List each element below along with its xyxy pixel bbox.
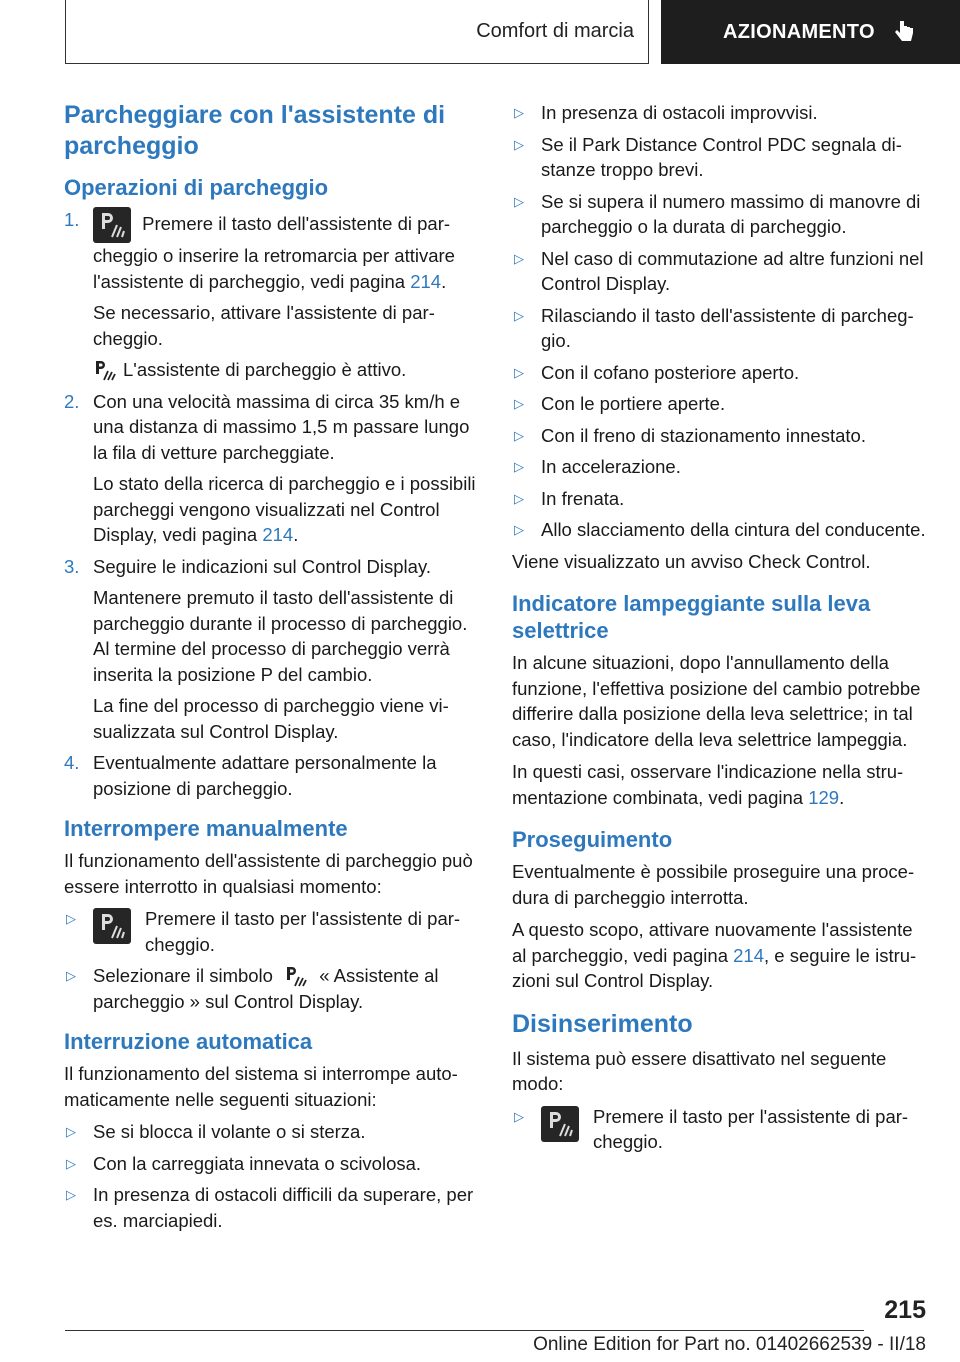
- list-item: ▷ Con la carreggiata innevata o scivolosa.: [64, 1151, 482, 1177]
- step-3-text: Seguire le indicazioni sul Control Display.: [93, 555, 431, 577]
- park-assist-symbol-icon: [284, 966, 308, 988]
- page-link[interactable]: 214: [410, 270, 442, 292]
- auto-heading: Interruzione automatica: [64, 1029, 313, 1054]
- continue-heading: Proseguimento: [512, 827, 673, 852]
- list-item: ▷ Allo slacciamento della cintura del conducente.: [512, 517, 932, 543]
- list-item: ▷ Premere il tasto per l'assistente di parcheggio.: [64, 906, 482, 957]
- left-column: [64, 100, 482, 1239]
- list-item: ▷ In presenza di ostacoli improvvisi.: [512, 100, 932, 126]
- manual-heading: Interrompere manualmente: [64, 816, 348, 841]
- page-number: 215: [884, 1296, 926, 1324]
- step-1: 1. Premere il tasto dell'assistente di parcheggio o inserire la retromarcia per attivare l'assistente di parcheggio, vedi pagina 214. Se necessario, attivare l'assistente di parcheggio. L'assistente di parcheggio è attivo.: [64, 207, 482, 383]
- list-item: ▷ Con il cofano posteriore aperto.: [512, 360, 932, 386]
- step-3: 3. Seguire le indicazioni sul Control Display. Mantenere premuto il tasto dell'assistente di parcheggio durante il processo di parcheggio. Al termine del processo di parcheggio verrà inserita la posizione P del cambio. La fine del processo di parcheggio viene visualizzata sul Control Display.: [64, 554, 482, 745]
- check-control-note: Viene visualizzato un avviso Check Control.: [512, 550, 871, 572]
- step-4: 4. Eventualmente adattare personalmente la posizione di parcheggio.: [64, 750, 482, 801]
- indicator-heading: Indicatore lampeggiante sulla leva selettrice: [512, 591, 871, 643]
- list-item: ▷ Premere il tasto per l'assistente di parcheggio.: [512, 1104, 932, 1155]
- step-2-text: Con una velocità massima di circa 35 km/h e una distanza di massimo 1,5 m passare lungo la fila di vetture parcheggiate.: [93, 390, 470, 463]
- off-intro: Il sistema può essere disattivato nel seguente modo:: [512, 1047, 887, 1094]
- park-assist-button-icon: [93, 908, 131, 944]
- list-item: ▷ In frenata.: [512, 486, 932, 512]
- list-item: ▷ Selezionare il simbolo « Assistente al parcheggio » sul Control Display.: [64, 963, 482, 1014]
- park-assist-active-icon: [93, 360, 117, 382]
- list-item: ▷ In accelerazione.: [512, 454, 932, 480]
- park-assist-button-icon: [541, 1106, 579, 1142]
- page-link[interactable]: 214: [262, 524, 294, 545]
- page-title: Parcheggiare con l'assistente di parcheggio: [64, 101, 446, 160]
- step-1-active: L'assistente di parcheggio è attivo.: [123, 359, 407, 380]
- step-number: 1.: [64, 209, 80, 230]
- list-item: ▷ Se si blocca il volante o si sterza.: [64, 1119, 482, 1145]
- pointing-hand-icon: [893, 19, 915, 45]
- list-item: ▷ Rilasciando il tasto dell'assistente di parcheggio.: [512, 303, 932, 354]
- list-item: ▷ Se si supera il numero massimo di manovre di parcheggio o la durata di parcheggio.: [512, 189, 932, 240]
- list-item: ▷ Nel caso di commutazione ad altre funzioni nel Control Display.: [512, 246, 932, 297]
- header-chapter: [661, 0, 960, 64]
- header-section: [65, 0, 649, 64]
- header-chapter-label: AZIONAMENTO: [723, 20, 875, 43]
- step-1-sub: Se necessario, attivare l'assistente di parcheggio.: [93, 302, 435, 349]
- continue-p1: Eventualmente è possibile proseguire una procedura di parcheggio interrotta.: [512, 861, 915, 908]
- page-link[interactable]: 129: [808, 786, 840, 808]
- step-1-text: Premere il tasto dell'assistente di parcheggio o inserire la retromarcia per attivare l'assistente di parcheggio, vedi pagina: [93, 212, 455, 292]
- park-assist-button-icon: [93, 207, 131, 243]
- list-item: ▷ In presenza di ostacoli difficili da superare, per es. marciapiedi.: [64, 1182, 482, 1233]
- list-item: ▷ Se il Park Distance Control PDC segnala distanze troppo brevi.: [512, 132, 932, 183]
- edition-text: Online Edition for Part no. 01402662539 - II/18: [533, 1334, 926, 1355]
- page-link[interactable]: 214: [733, 944, 765, 966]
- manual-intro: Il funzionamento dell'assistente di parcheggio può essere interrotto in qualsiasi momento:: [64, 850, 473, 897]
- right-column: ▷ In presenza di ostacoli improvvisi. ▷ Se il Park Distance Control PDC segnala distanze troppo brevi. ▷ Se si supera il numero massimo di manovre di parcheggio o la durata di parcheggio. ▷ Nel caso di commutazione ad altre funzioni nel Control Display. ▷ Rilasciando il tasto dell'assistente di parcheggio. ▷ Con il cofano posteriore aperto. ▷ Con le portiere aperte. ▷ Con il freno di stazionamento innestato. ▷ In accelerazione. ▷ In frenata. ▷ Allo slacciamento della cintura del conducente. Viene visualizzato un avviso Check Control. Indicatore lampeggiante sulla leva selettrice In alcune situazioni, dopo l'annullamento della funzione, l'effettiva posizione del cambio potrebbe differire dalla posizione della leva selettrice; in tal caso, l'indicatore della leva selettrice lampeggia. In questi casi, osservare l'indicazione nella strumentazione combinata, vedi pagina 129. Proseguimento Eventualmente è possibile proseguire una procedura di parcheggio interrotta. A questo scopo, attivare nuovamente l'assistente al parcheggio, vedi pagina 214, e seguire le istruzioni sul Control Display. Disinserimento Il sistema può essere disattivato nel seguente modo: ▷ Premere il tasto per l'assistente di parcheggio.: [512, 100, 932, 1161]
- footer-divider: [65, 1330, 864, 1331]
- header-section-label: Comfort di marcia: [476, 20, 634, 42]
- step-4-text: Eventualmente adattare personalmente la posizione di parcheggio.: [93, 752, 437, 799]
- auto-intro: Il funzionamento del sistema si interrompe automaticamente nelle seguenti situazioni:: [64, 1063, 458, 1110]
- list-item: ▷ Con le portiere aperte.: [512, 391, 932, 417]
- indicator-p1: In alcune situazioni, dopo l'annullamento della funzione, l'effettiva posizione del cambio potrebbe differire dalla posizione della leva selettrice; in tal caso, l'indicatore della leva selettrice lampeggia.: [512, 652, 921, 750]
- ops-heading: Operazioni di parcheggio: [64, 175, 329, 200]
- off-heading: Disinserimento: [512, 1009, 693, 1038]
- list-item: ▷ Con il freno di stazionamento innestato.: [512, 423, 932, 449]
- step-2: 2. Con una velocità massima di circa 35 km/h e una distanza di massimo 1,5 m passare lungo la fila di vetture parcheggiate. Lo stato della ricerca di parcheggio e i possibili parcheggi vengono visualizzati nel Control Display, vedi pagina 214.: [64, 389, 482, 548]
